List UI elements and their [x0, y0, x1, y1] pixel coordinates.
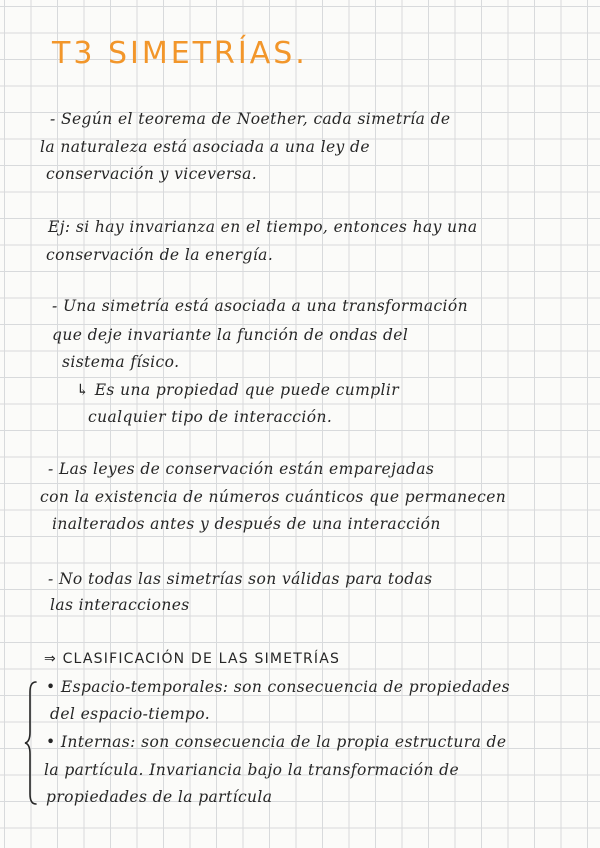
- note-line: conservación y viceversa.: [46, 165, 258, 183]
- note-line: - Según el teorema de Noether, cada simetría de: [50, 110, 451, 128]
- classification-item: del espacio-tiempo.: [50, 705, 211, 723]
- classification-item: • Internas: son consecuencia de la propia estructura de: [46, 733, 507, 751]
- note-line: - Las leyes de conservación están emparejadas: [48, 460, 435, 478]
- note-subline: ↳ Es una propiedad que puede cumplir: [76, 381, 400, 399]
- note-line: que deje invariante la función de ondas del: [52, 326, 409, 344]
- note-line: la naturaleza está asociada a una ley de: [40, 138, 370, 156]
- note-line: inalterados antes y después de una interacción: [52, 515, 441, 533]
- brace-icon: [22, 680, 42, 806]
- note-line: sistema físico.: [62, 353, 180, 371]
- page-title: T3 SIMETRÍAS.: [52, 36, 308, 71]
- classification-item: la partícula. Invariancia bajo la transformación de: [44, 761, 460, 779]
- note-line: las interacciones: [50, 596, 190, 614]
- note-line: - No todas las simetrías son válidas para todas: [48, 570, 433, 588]
- classification-item: • Espacio-temporales: son consecuencia de propiedades: [46, 678, 511, 696]
- example-line: Ej: si hay invarianza en el tiempo, entonces hay una: [48, 218, 478, 236]
- section-heading: ⇒ CLASIFICACIÓN DE LAS SIMETRÍAS: [44, 651, 341, 667]
- note-line: - Una simetría está asociada a una transformación: [52, 297, 469, 315]
- note-subline: cualquier tipo de interacción.: [88, 408, 333, 426]
- example-line: conservación de la energía.: [46, 246, 274, 264]
- classification-item: propiedades de la partícula: [46, 788, 273, 806]
- note-line: con la existencia de números cuánticos que permanecen: [40, 488, 507, 506]
